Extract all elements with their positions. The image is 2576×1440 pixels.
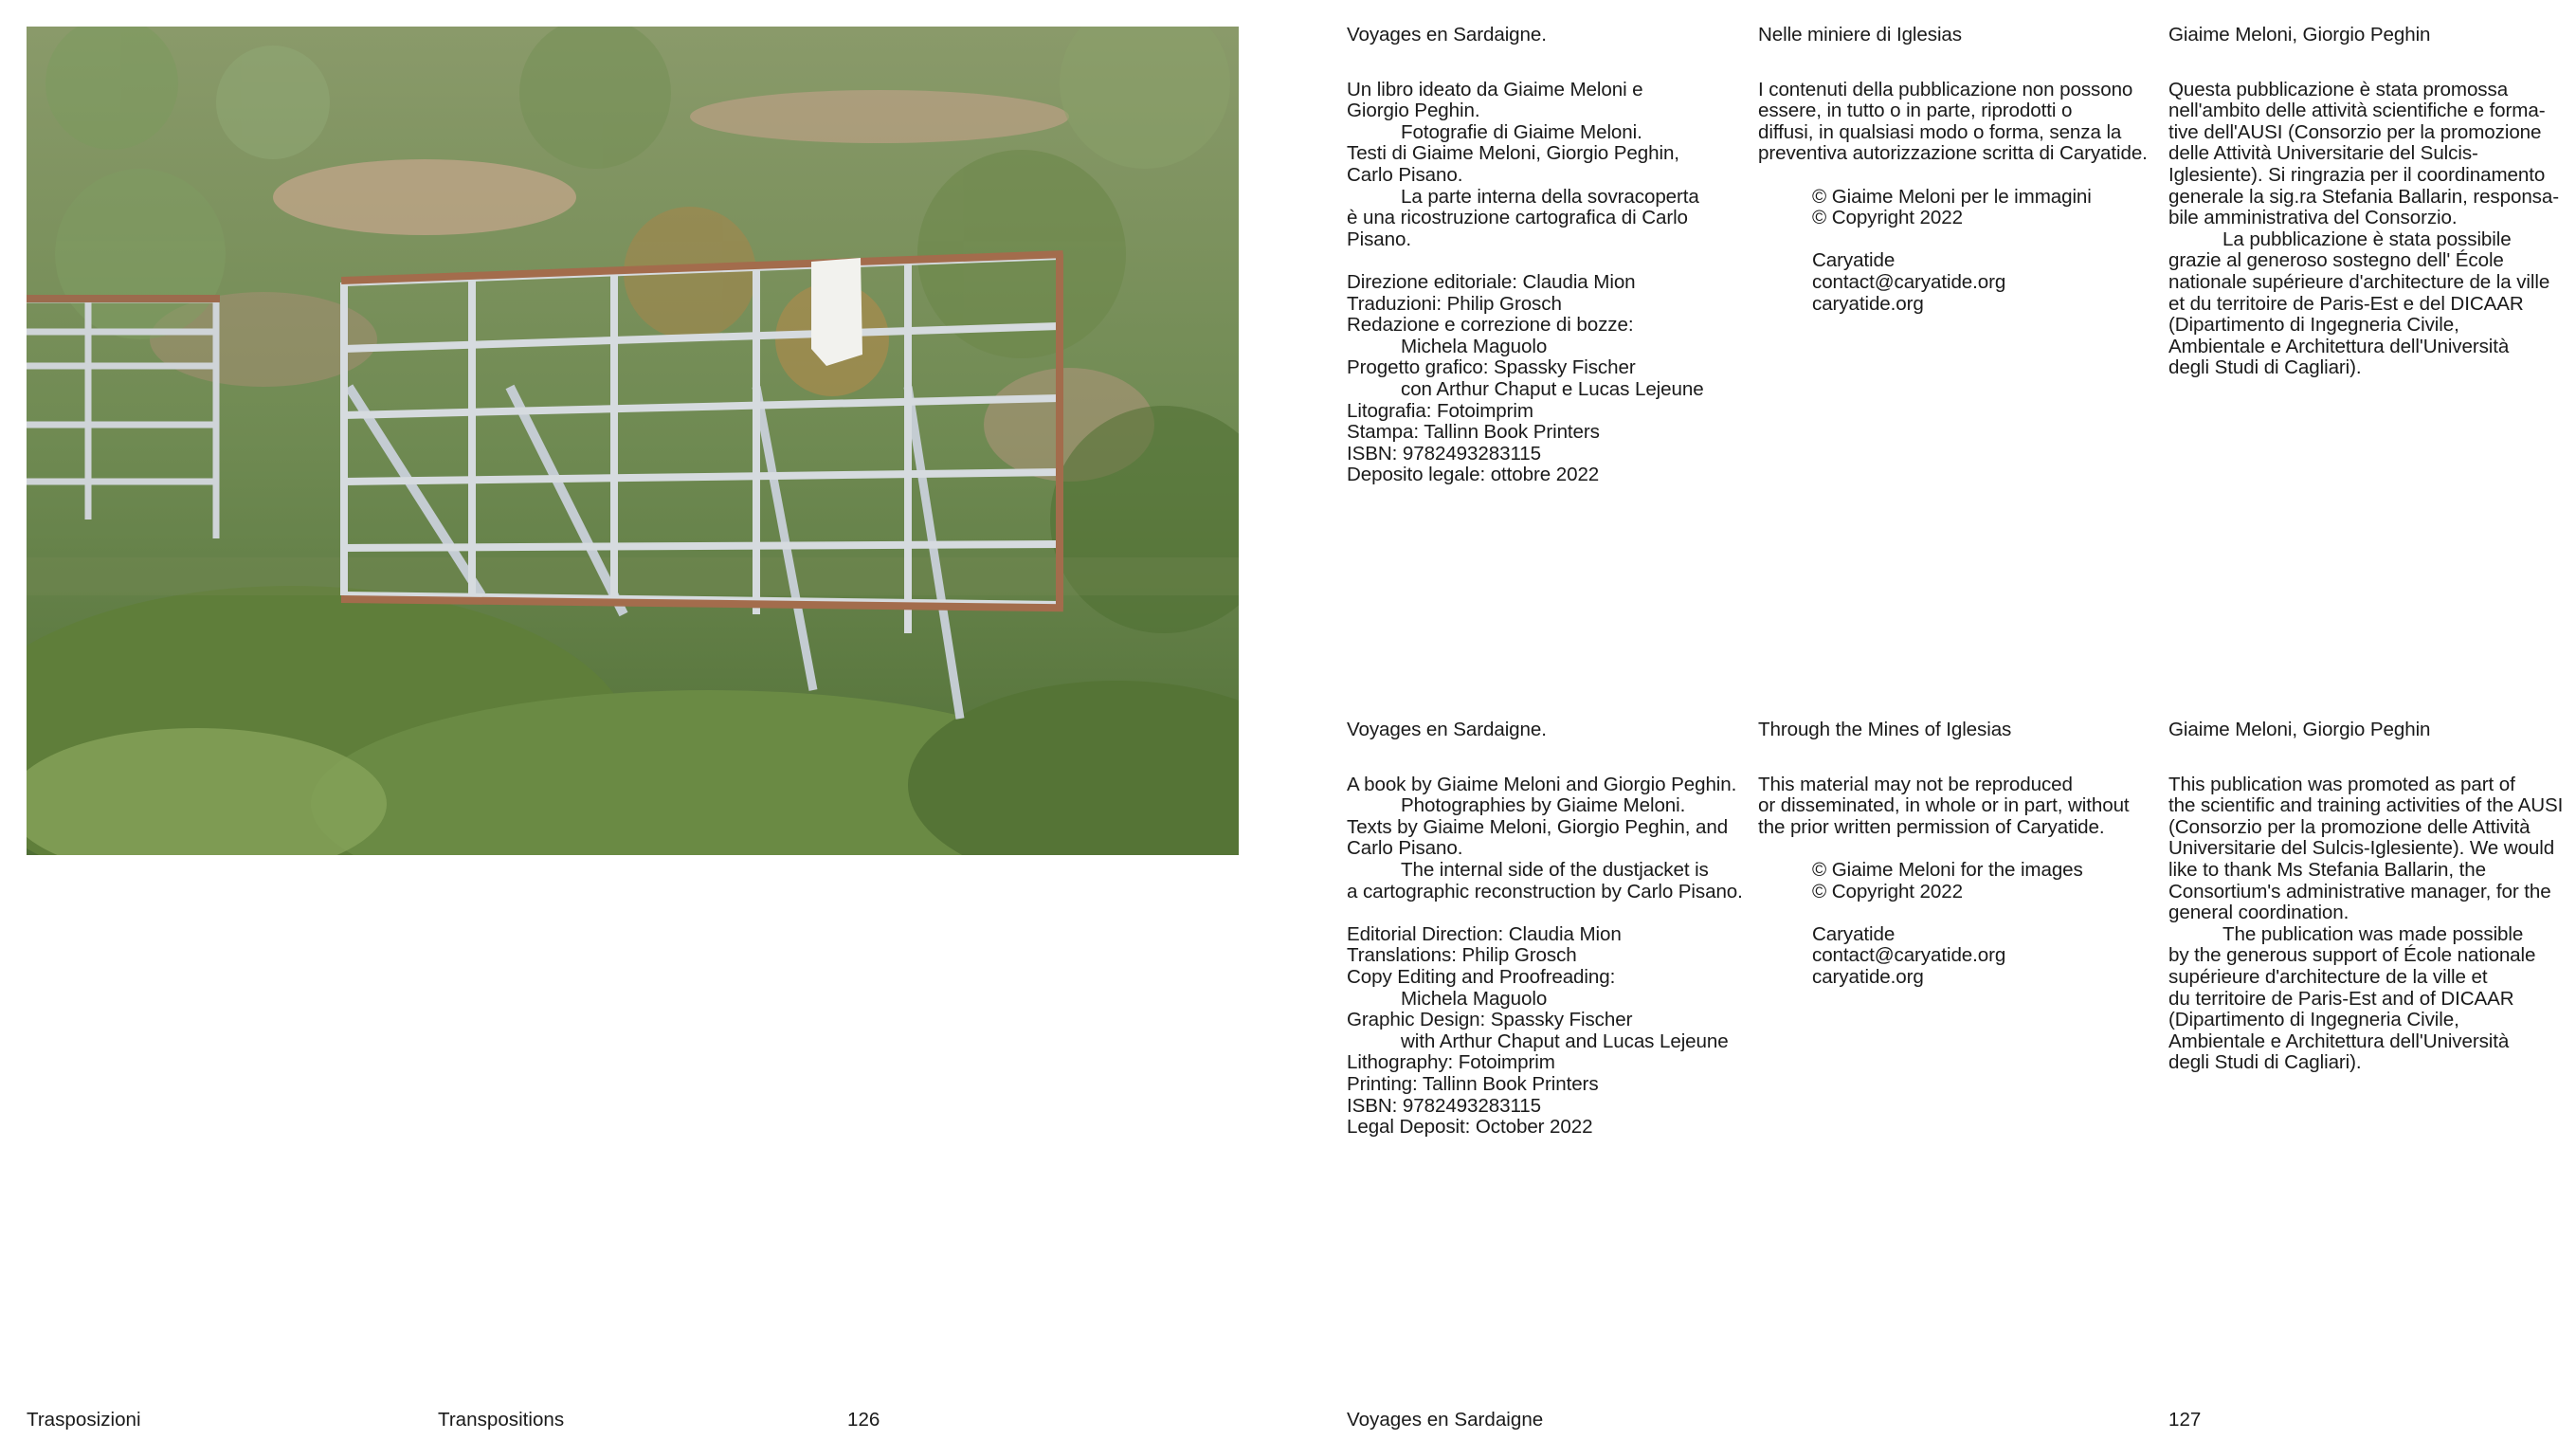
text-line: Photographies by Giaime Meloni.: [1401, 794, 1686, 817]
section-body: [2168, 80, 2576, 379]
section-body: [1758, 80, 2175, 316]
text-line: Redazione e correzione di bozze:: [1347, 314, 1634, 337]
text-line: A book by Giaime Meloni and Giorgio Peghin.: [1347, 773, 1737, 795]
text-line: Michela Maguolo: [1401, 987, 1548, 1010]
text-line: This publication was promoted as part of: [2168, 773, 2515, 795]
colophon-it-col3: [2168, 25, 2576, 379]
text-line: Carlo Pisano.: [1347, 163, 1463, 186]
text-line: supérieure d'architecture de la ville et: [2168, 965, 2488, 988]
text-line: ISBN: 9782493283115: [1347, 1094, 1541, 1117]
text-line: general coordination.: [2168, 902, 2349, 924]
colophon-en-col3: [2168, 720, 2576, 1074]
text-line: La pubblicazione è stata possibile: [2222, 228, 2512, 250]
text-line: (Dipartimento di Ingegneria Civile,: [2168, 1009, 2459, 1031]
text-line: nell'ambito delle attività scientifiche e forma-: [2168, 100, 2546, 122]
colophon-en-col1: [1347, 720, 1764, 1139]
text-line: essere, in tutto o in parte, riprodotti o: [1758, 100, 2073, 122]
text-line: like to thank Ms Stefania Ballarin, the: [2168, 858, 2486, 881]
text-line: © Copyright 2022: [1812, 207, 1963, 229]
text-line: Carlo Pisano.: [1347, 837, 1463, 860]
text-line: bile amministrativa del Consorzio.: [2168, 207, 2458, 229]
text-line: Iglesiente). Si ringrazia per il coordinamento: [2168, 163, 2546, 186]
blank-line: [1758, 229, 2175, 251]
text-line: or disseminated, in whole or in part, without: [1758, 794, 2130, 817]
blank-line: [1347, 250, 1764, 272]
footer-middle-running-head: Transpositions: [438, 1409, 565, 1431]
text-line: Ambientale e Architettura dell'Università: [2168, 335, 2510, 357]
blank-line: [1758, 165, 2175, 187]
footer-left-running-head: Trasposizioni: [27, 1409, 141, 1431]
text-line: Testi di Giaime Meloni, Giorgio Peghin,: [1347, 142, 1679, 165]
text-line: Copy Editing and Proofreading:: [1347, 965, 1616, 988]
text-line: generale la sig.ra Stefania Ballarin, responsa-: [2168, 185, 2559, 208]
text-line: by the generous support of École nationale: [2168, 944, 2536, 967]
text-line: Pisano.: [1347, 228, 1411, 250]
text-line: the prior written permission of Caryatide.: [1758, 815, 2105, 838]
colophon-it-col1: [1347, 25, 1764, 486]
text-line: This material may not be reproduced: [1758, 773, 2073, 795]
section-heading: Voyages en Sardaigne.: [1347, 24, 1547, 46]
text-line: caryatide.org: [1812, 965, 1924, 988]
text-line: Universitarie del Sulcis-Iglesiente). We would: [2168, 837, 2555, 860]
text-line: Un libro ideato da Giaime Meloni e: [1347, 78, 1643, 100]
section-heading: Nelle miniere di Iglesias: [1758, 24, 1962, 46]
text-line: Ambientale e Architettura dell'Università: [2168, 1030, 2510, 1052]
text-line: con Arthur Chaput e Lucas Lejeune: [1401, 377, 1704, 400]
text-line: Caryatide: [1812, 922, 1896, 945]
text-line: Legal Deposit: October 2022: [1347, 1116, 1593, 1139]
blank-line: [1347, 902, 1764, 924]
text-line: Litografia: Fotoimprim: [1347, 399, 1533, 422]
text-line: diffusi, in qualsiasi modo o forma, senza la: [1758, 120, 2122, 143]
text-line: The internal side of the dustjacket is: [1401, 858, 1709, 881]
section-heading: Through the Mines of Iglesias: [1758, 719, 2012, 740]
colophon-en-col2: [1758, 720, 2175, 989]
text-line: ISBN: 9782493283115: [1347, 442, 1541, 465]
section-heading: Giaime Meloni, Giorgio Peghin: [2168, 719, 2431, 740]
colophon-it-col2: [1758, 25, 2175, 315]
text-line: delle Attività Universitarie del Sulcis-: [2168, 142, 2478, 165]
text-line: Lithography: Fotoimprim: [1347, 1051, 1555, 1074]
text-line: Deposito legale: ottobre 2022: [1347, 464, 1600, 486]
text-line: Giorgio Peghin.: [1347, 100, 1480, 122]
text-line: I contenuti della pubblicazione non possono: [1758, 78, 2133, 100]
blank-line: [1758, 838, 2175, 860]
section-body: [2168, 775, 2576, 1074]
text-line: è una ricostruzione cartografica di Carlo: [1347, 207, 1688, 229]
text-line: Michela Maguolo: [1401, 335, 1548, 357]
text-line: with Arthur Chaput and Lucas Lejeune: [1401, 1030, 1729, 1052]
text-line: Editorial Direction: Claudia Mion: [1347, 922, 1622, 945]
text-line: nationale supérieure d'architecture de la ville: [2168, 270, 2550, 293]
page-number-left: 126: [847, 1409, 880, 1431]
text-line: © Copyright 2022: [1812, 880, 1963, 902]
text-line: degli Studi di Cagliari).: [2168, 1051, 2362, 1074]
text-line: preventiva autorizzazione scritta di Caryatide.: [1758, 142, 2148, 165]
text-line: © Giaime Meloni for the images: [1812, 858, 2083, 881]
blank-line: [1758, 902, 2175, 924]
text-line: Printing: Tallinn Book Printers: [1347, 1072, 1599, 1095]
text-line: Questa pubblicazione è stata promossa: [2168, 78, 2509, 100]
text-line: grazie al generoso sostegno dell' École: [2168, 249, 2504, 272]
text-line: Texts by Giaime Meloni, Giorgio Peghin, and: [1347, 815, 1729, 838]
text-line: Stampa: Tallinn Book Printers: [1347, 421, 1600, 444]
section-body: [1758, 775, 2175, 989]
section-body: [1347, 775, 1764, 1139]
text-line: contact@caryatide.org: [1812, 944, 2006, 967]
text-line: the scientific and training activities of the AUSI: [2168, 794, 2564, 817]
text-line: Direzione editoriale: Claudia Mion: [1347, 270, 1636, 293]
text-line: caryatide.org: [1812, 292, 1924, 315]
section-heading: Voyages en Sardaigne.: [1347, 719, 1547, 740]
section-heading: Giaime Meloni, Giorgio Peghin: [2168, 24, 2431, 46]
text-line: a cartographic reconstruction by Carlo Pisano.: [1347, 880, 1743, 902]
text-line: contact@caryatide.org: [1812, 270, 2006, 293]
text-line: du territoire de Paris-Est and of DICAAR: [2168, 987, 2514, 1010]
text-line: La parte interna della sovracoperta: [1401, 185, 1699, 208]
text-line: Caryatide: [1812, 249, 1896, 272]
text-line: © Giaime Meloni per le immagini: [1812, 185, 2092, 208]
page-number-right: 127: [2168, 1409, 2202, 1431]
text-line: Consortium's administrative manager, for the: [2168, 880, 2551, 902]
text-line: (Consorzio per la promozione delle Attività: [2168, 815, 2531, 838]
text-line: Translations: Philip Grosch: [1347, 944, 1577, 967]
text-line: (Dipartimento di Ingegneria Civile,: [2168, 314, 2459, 337]
text-line: Traduzioni: Philip Grosch: [1347, 292, 1562, 315]
text-line: Graphic Design: Spassky Fischer: [1347, 1009, 1633, 1031]
text-line: The publication was made possible: [2222, 922, 2524, 945]
text-line: et du territoire de Paris-Est e del DICAAR: [2168, 292, 2524, 315]
text-line: degli Studi di Cagliari).: [2168, 356, 2362, 379]
section-body: [1347, 80, 1764, 486]
landscape-photo: [27, 27, 1239, 855]
footer-right-running-head: Voyages en Sardaigne: [1347, 1409, 1544, 1431]
text-line: Progetto grafico: Spassky Fischer: [1347, 356, 1636, 379]
text-line: tive dell'AUSI (Consorzio per la promozione: [2168, 120, 2542, 143]
text-line: Fotografie di Giaime Meloni.: [1401, 120, 1642, 143]
